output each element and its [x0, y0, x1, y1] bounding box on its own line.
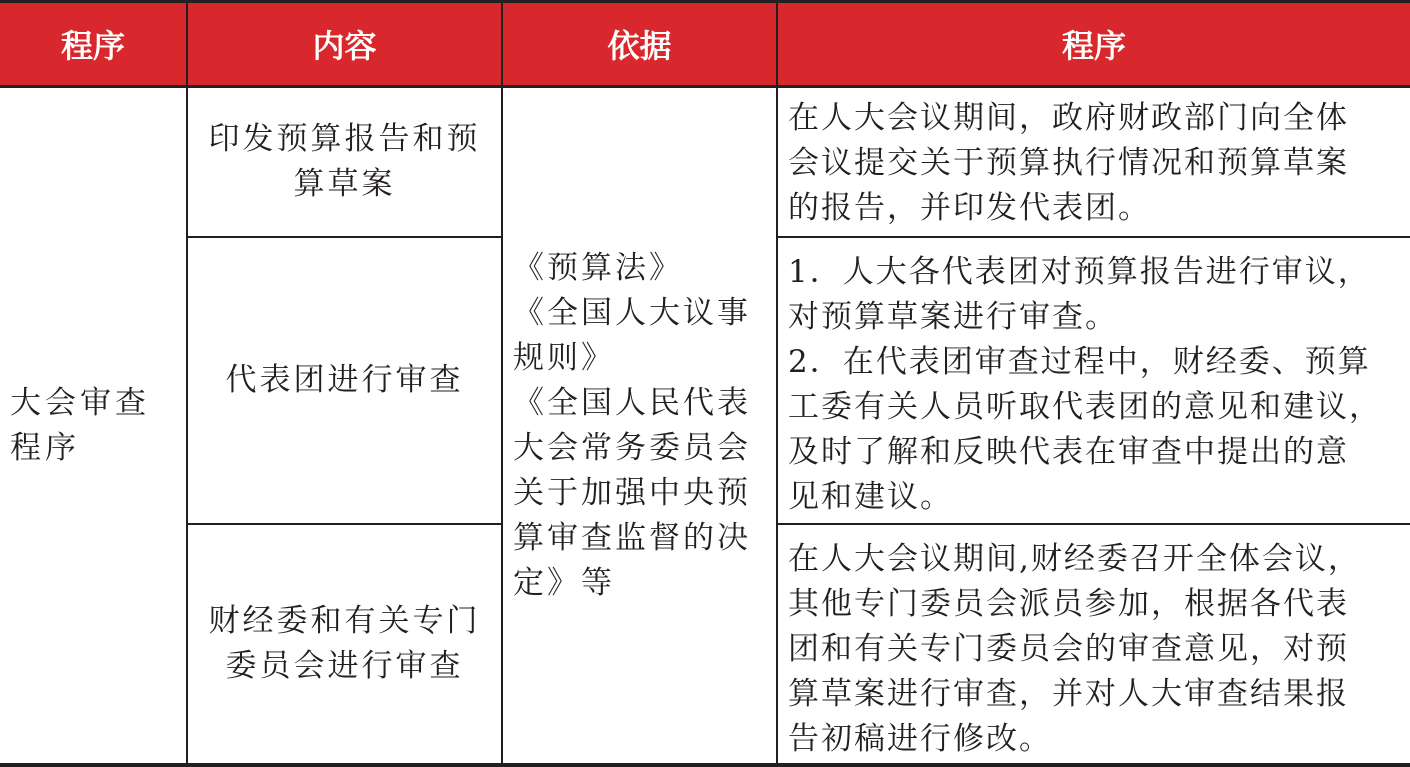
- basis-line: 《全国人民代表: [513, 384, 751, 421]
- procedure-line: 会议提交关于预算执行情况和预算草案: [788, 145, 1349, 181]
- content-line: 代表团进行审查: [225, 361, 464, 398]
- content-line: 委员会进行审查: [225, 648, 464, 684]
- procedure-line: 算草案进行审查，并对人大审查结果报: [788, 675, 1349, 712]
- content-cell: [187, 87, 502, 237]
- procedure-line: 工委有关人员听取代表团的意见和建议，: [788, 388, 1382, 425]
- content-cell: [187, 237, 502, 524]
- procedure-line: 在人大会议期间,财经委召开全体会议，: [788, 540, 1361, 577]
- procedure-line: 2．在代表团审查过程中，财经委、预算: [788, 343, 1371, 380]
- procedure-cell: [777, 524, 1410, 765]
- procedure-line: 及时了解和反映代表在审查中提出的意: [788, 433, 1349, 470]
- procedure-line: 的报告，并印发代表团。: [788, 190, 1151, 226]
- content-line: 算草案: [293, 165, 396, 202]
- stage-label-line: 大会审查: [10, 384, 150, 421]
- basis-line: 关于加强中央预: [513, 474, 751, 511]
- procedure-line: 其他专门委员会派员参加，根据各代表: [788, 585, 1349, 622]
- basis-line: 定》等: [513, 564, 615, 601]
- procedure-line: 告初稿进行修改。: [788, 720, 1052, 757]
- procedure-line: 团和有关专门委员会的审查意见，对预: [788, 630, 1349, 667]
- header-basis: 依据: [502, 2, 777, 87]
- content-line: 印发预算报告和预: [208, 120, 481, 157]
- table-row: [0, 87, 1410, 237]
- procedure-line: 在人大会议期间，政府财政部门向全体: [788, 100, 1349, 136]
- procedure-cell: [777, 87, 1410, 237]
- content-line: 财经委和有关专门: [208, 603, 481, 639]
- basis-line: 规则》: [513, 339, 615, 376]
- stage-cell: [0, 87, 187, 765]
- basis-line: 《预算法》: [513, 249, 683, 286]
- procedure-cell: [777, 237, 1410, 524]
- basis-line: 《全国人大议事: [513, 294, 751, 331]
- stage-label-line: 程序: [10, 429, 80, 466]
- header-procedure: 程序: [777, 2, 1410, 87]
- procedure-line: 1．人大各代表团对预算报告进行审议，: [788, 253, 1371, 290]
- basis-cell: [502, 87, 777, 765]
- basis-line: 算审查监督的决: [513, 519, 751, 556]
- basis-line: 大会常务委员会: [513, 429, 751, 466]
- procedure-line: 对预算草案进行审查。: [788, 298, 1118, 335]
- content-cell: [187, 524, 502, 765]
- header-content: 内容: [187, 2, 502, 87]
- procedure-line: 见和建议。: [788, 478, 953, 515]
- table-header-row: [0, 2, 1410, 87]
- header-stage: 程序: [0, 2, 187, 87]
